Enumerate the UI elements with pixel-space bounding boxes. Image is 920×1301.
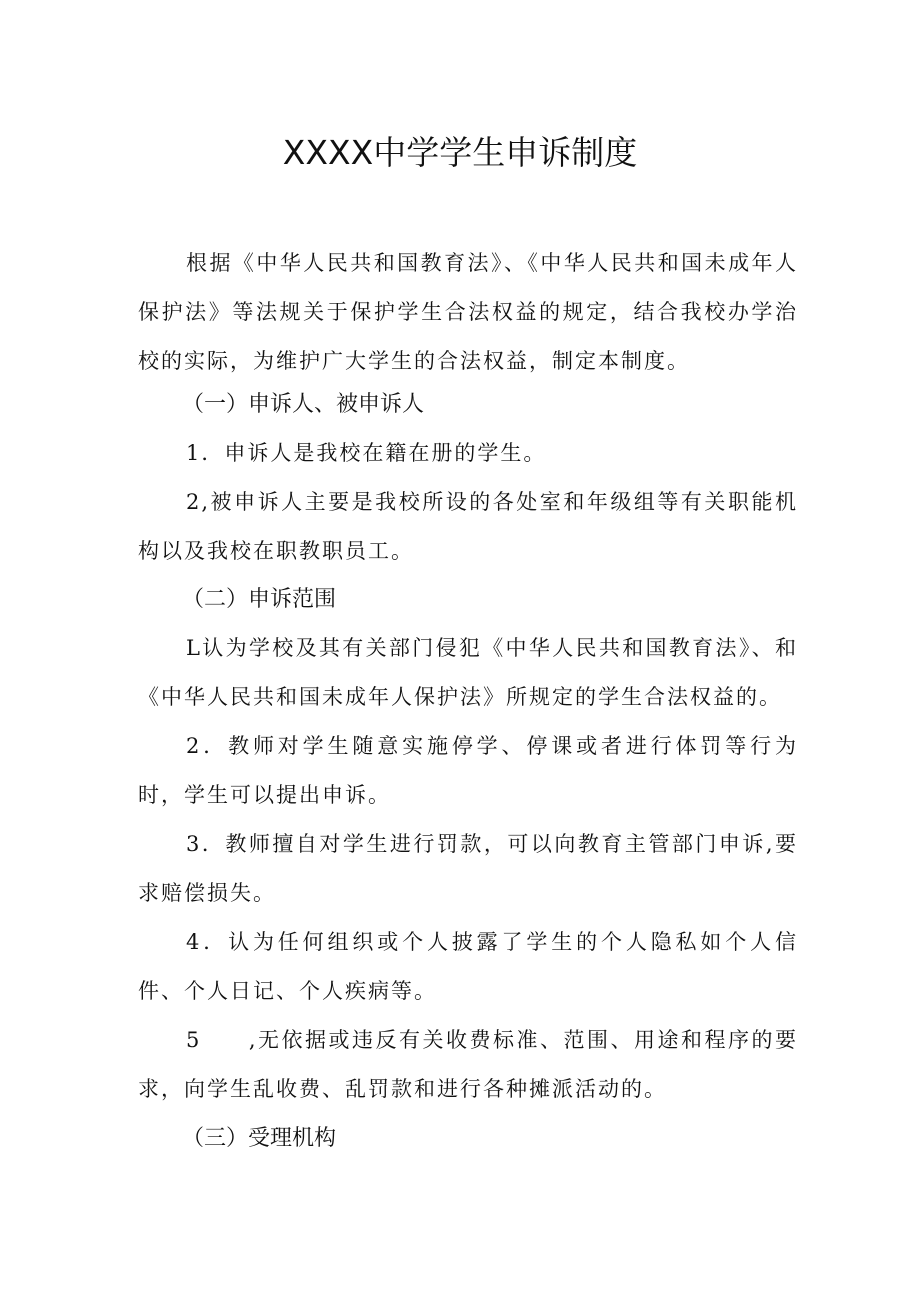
document-title: XXXX中学学生申诉制度 (282, 133, 638, 172)
section-heading-1: （一）申诉人、被申诉人 (182, 392, 425, 417)
section-heading-3: （三）受理机构 (182, 1126, 337, 1151)
section-1-item-2: 2,被申诉人主要是我校所设的各处室和年级组等有关职能机构以及我校在职教职员工。 (138, 490, 798, 563)
section-2-item-2: 2．教师对学生随意实施停学、停课或者进行体罚等行为时，学生可以提出申诉。 (138, 734, 798, 807)
section-2-item-3: 3．教师擅自对学生进行罚款，可以向教育主管部门申诉,要求赔偿损失。 (138, 832, 798, 905)
section-2-item-5: 5 ,无依据或违反有关收费标准、范围、用途和程序的要求，向学生乱收费、乱罚款和进行各种摊派活动的。 (138, 1028, 798, 1101)
section-heading-2: （二）申诉范围 (182, 587, 337, 612)
section-2-item-4: 4．认为任何组织或个人披露了学生的个人隐私如个人信件、个人日记、个人疾病等。 (138, 930, 798, 1003)
section-1-item-1: 1．申诉人是我校在籍在册的学生。 (186, 441, 547, 465)
intro-paragraph: 根据《中华人民共和国教育法》、《中华人民共和国未成年人保护法》等法规关于保护学生合法权益的规定，结合我校办学治校的实际，为维护广大学生的合法权益，制定本制度。 (138, 251, 798, 373)
section-2-item-1: L认为学校及其有关部门侵犯《中华人民共和国教育法》、和《中华人民共和国未成年人保护法》所规定的学生合法权益的。 (138, 636, 798, 709)
